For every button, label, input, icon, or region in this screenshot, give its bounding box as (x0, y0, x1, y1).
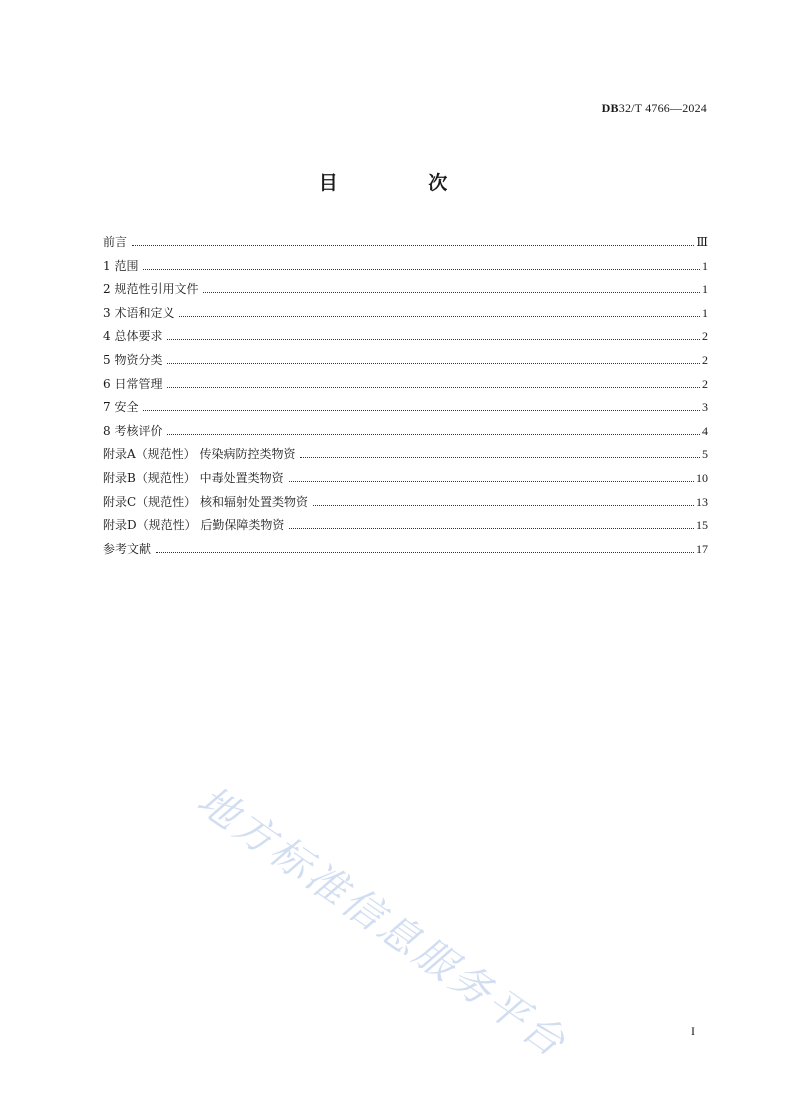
toc-entry-page: 2 (702, 352, 708, 367)
toc-dot-leader (143, 269, 700, 270)
toc-entry-page: 15 (696, 518, 708, 533)
watermark-text: 地方标准信息服务平台 (188, 777, 576, 1068)
toc-entry-label: 附录D（规范性） 后勤保障类物资 (103, 518, 285, 533)
toc-entry-label: 7 安全 (103, 400, 139, 415)
toc-entry[interactable] (103, 491, 708, 515)
toc-entry[interactable] (103, 538, 708, 562)
toc-dot-leader (289, 528, 694, 529)
toc-entry-page: 13 (696, 494, 708, 509)
toc-entry-page: 10 (696, 470, 708, 485)
toc-entry-page: 17 (696, 541, 708, 556)
table-of-contents (103, 231, 708, 561)
standard-code (602, 101, 707, 116)
toc-dot-leader (132, 245, 694, 246)
toc-entry[interactable] (103, 255, 708, 279)
toc-entry[interactable] (103, 373, 708, 397)
toc-dot-leader (167, 387, 700, 388)
toc-entry[interactable] (103, 231, 708, 255)
toc-dot-leader (313, 505, 694, 506)
toc-entry[interactable] (103, 349, 708, 373)
standard-code-number: 32/T 4766—2024 (618, 101, 707, 115)
toc-entry-label: 8 考核评价 (103, 423, 163, 438)
toc-dot-leader (143, 410, 700, 411)
toc-entry-label: 6 日常管理 (103, 376, 163, 391)
toc-entry-page: 2 (702, 376, 708, 391)
toc-entry[interactable] (103, 278, 708, 302)
toc-dot-leader (289, 481, 694, 482)
toc-dot-leader (156, 552, 694, 553)
toc-entry[interactable] (103, 514, 708, 538)
toc-entry-label: 4 总体要求 (103, 329, 163, 344)
toc-entry-label: 附录A（规范性） 传染病防控类物资 (103, 447, 296, 462)
toc-entry[interactable] (103, 396, 708, 420)
toc-entry-page: 2 (702, 329, 708, 344)
toc-dot-leader (203, 292, 700, 293)
toc-entry-page: 4 (702, 423, 708, 438)
toc-entry-label: 附录C（规范性） 核和辐射处置类物资 (103, 494, 308, 509)
toc-entry[interactable] (103, 467, 708, 491)
toc-dot-leader (167, 363, 700, 364)
toc-entry[interactable] (103, 420, 708, 444)
toc-dot-leader (300, 457, 700, 458)
toc-entry[interactable] (103, 302, 708, 326)
toc-entry-label: 参考文献 (103, 541, 152, 556)
toc-entry-page: 3 (702, 400, 708, 415)
page-title: 目 次 (318, 172, 490, 194)
toc-entry-label: 前言 (103, 235, 128, 249)
standard-code-prefix: DB (601, 101, 619, 115)
toc-dot-leader (179, 316, 700, 317)
toc-entry-page: Ⅲ (696, 235, 708, 249)
toc-entry-label: 5 物资分类 (103, 352, 163, 367)
toc-entry-label: 3 术语和定义 (103, 305, 175, 320)
toc-dot-leader (167, 339, 700, 340)
toc-entry-label: 附录B（规范性） 中毒处置类物资 (103, 470, 284, 485)
toc-entry[interactable] (103, 325, 708, 349)
toc-entry[interactable] (103, 443, 708, 467)
toc-entry-label: 1 范围 (103, 258, 139, 273)
toc-entry-label: 2 规范性引用文件 (103, 282, 199, 297)
toc-entry-page: 1 (702, 282, 708, 297)
toc-entry-page: 1 (702, 305, 708, 320)
toc-entry-page: 5 (702, 447, 708, 462)
toc-dot-leader (167, 434, 700, 435)
page-number: I (691, 1024, 695, 1038)
toc-entry-page: 1 (702, 258, 708, 273)
